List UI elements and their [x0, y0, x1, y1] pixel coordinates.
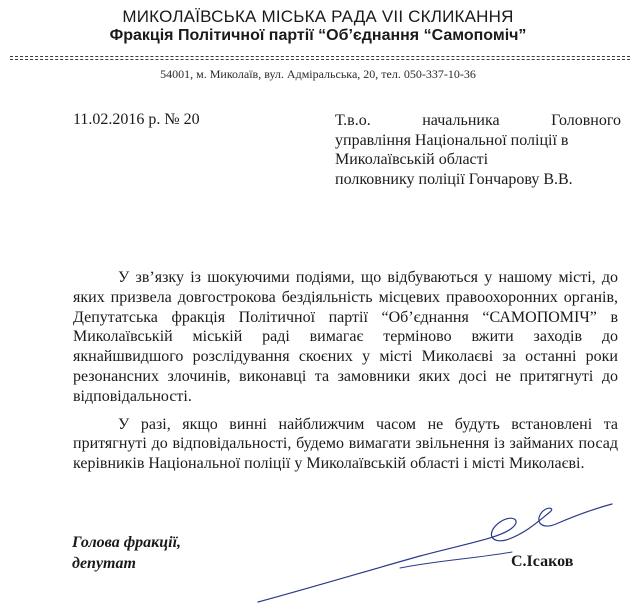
body-paragraph-2: У разі, якщо винні найближчим часом не будуть встановлені та притягнуті до відповідальності, будемо вимагати звільнення із займаних посад керівників Національної поліції у Миколаївській області і місті Миколаєві.: [73, 415, 618, 473]
signatory-title: [72, 532, 181, 574]
addressee-line-2: управління Національної поліції в: [335, 131, 569, 149]
addressee-word: Головного: [551, 112, 621, 129]
faction-name: Фракція Політичної партії “Об’єднання “Самопоміч”: [109, 27, 527, 44]
reference-date-number: 11.02.2016 р. № 20: [73, 111, 200, 128]
letter-body: [73, 268, 618, 474]
handwritten-signature: [250, 498, 620, 604]
signatory-title-line-1: Голова фракції,: [72, 534, 182, 551]
addressee-word: начальника: [422, 112, 500, 129]
council-title: МИКОЛАЇВСЬКА МІСЬКА РАДА VII СКЛИКАННЯ: [122, 7, 514, 26]
addressee-line-3: Миколаївській області: [335, 151, 489, 168]
addressee-block: [335, 111, 621, 189]
body-paragraph-1: У зв’язку із шокуючими подіями, що відбуваються у нашому місті, до яких призвела довгострокова бездіяльність місцевих правоохоронних органів, Депутатська фракція Політичної партії “Об’єднання “САМОПОМІЧ” в Миколаївській міській раді вимагає терміново вжити заходів до якнайшвидшого розслідування скоєних у місті Миколаєві за останні роки резонансних злочинів, виконавці та замовники яких досі не притягнуті до відповідальності.: [73, 269, 618, 405]
letterhead-address: 54001, м. Миколаїв, вул. Адміральська, 20, тел. 050-337-10-36: [160, 67, 476, 81]
header-divider: [10, 56, 630, 57]
addressee-word: Т.в.о.: [335, 112, 371, 129]
signatory-name: С.Ісаков: [511, 553, 574, 570]
signatory-title-line-2: депутат: [72, 555, 136, 572]
header-divider-secondary: [10, 59, 630, 60]
addressee-line-1: [335, 111, 621, 131]
addressee-line-4: полковнику поліції Гончарову В.В.: [335, 170, 573, 188]
